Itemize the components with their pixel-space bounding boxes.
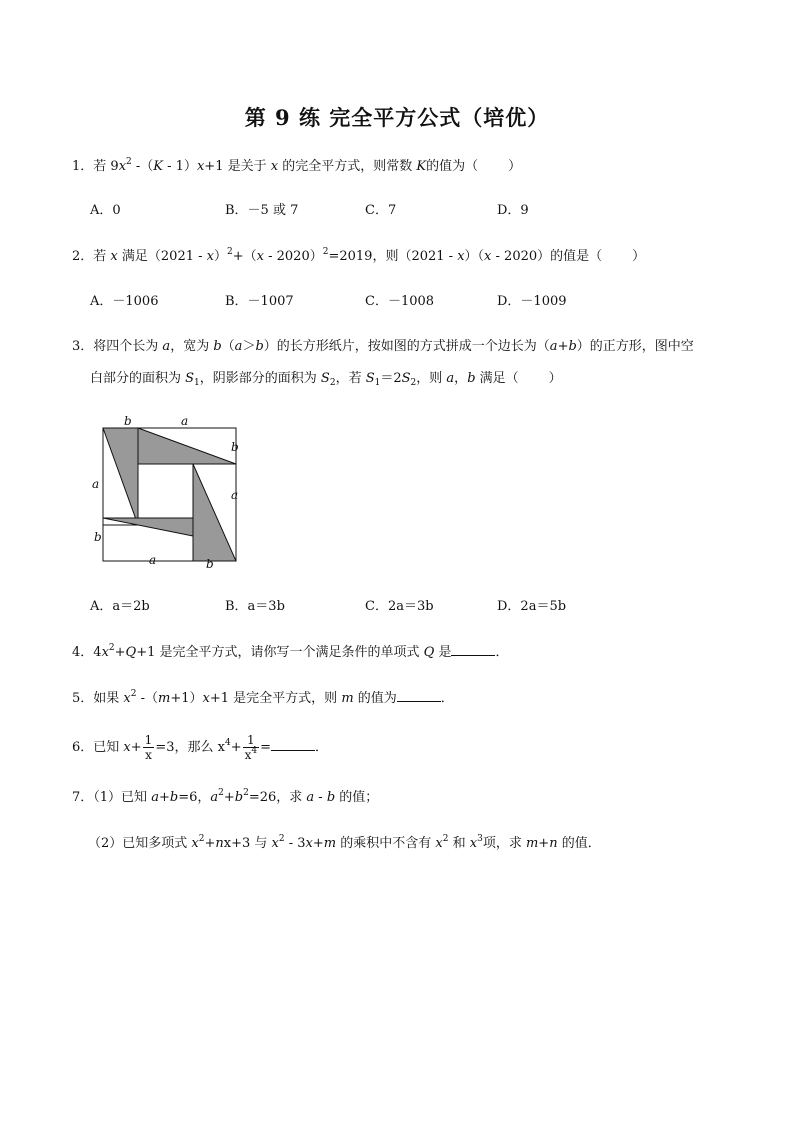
question-4: 4．$4x^2+Q+1$ 是完全平方式，请你写一个满足条件的单项式 Q 是 ． [72, 643, 509, 660]
question-3-line-2: 白部分的面积为 $S_1$，阴影部分的面积为 $S_2$，若 $S_1=2S_2$，则 a，b 满足（ ） [90, 371, 562, 388]
answer-blank[interactable] [397, 689, 441, 702]
shaded-triangle-left [103, 428, 138, 525]
fraction: $\frac{1}{x^4}$ [244, 733, 258, 762]
label-a-left: a [92, 477, 100, 491]
shaded-triangle-right [193, 464, 239, 561]
label-b-left: b [94, 530, 102, 544]
question-3-line-1: 3．将四个长为 a，宽为 b（a＞b）的长方形纸片，按如图的方式拼成一个边长为（a+b）的正方形，图中空 [72, 339, 694, 354]
q1-option-c: C．7 [365, 203, 397, 218]
q2-option-a: A．－1006 [90, 294, 159, 309]
question-2: 2．若 x 满足（2021 - x）$^2$+（x - 2020）$^2$=2019，则（2021 - x）（x - 2020）的值是（ ） [72, 247, 646, 264]
q1-option-d: D．9 [497, 203, 529, 218]
question-5: 5．如果 $x^2$ -（m+1）x+1 是完全平方式，则 m 的值为 ． [72, 689, 454, 706]
q2-option-c: C．－1008 [365, 294, 435, 309]
label-b-top: b [124, 414, 132, 428]
q3-option-a: A．a＝2b [90, 599, 150, 614]
question-7-part-2: （2）已知多项式 $x^2+nx+3$ 与 $x^2 - 3x+m$ 的乘积中不含有 $x^2$ 和 $x^3$项，求 m+n 的值． [88, 834, 601, 851]
page-title: 第 9 练 完全平方公式（培优） [244, 105, 550, 130]
shaded-triangle-bottom [103, 518, 193, 536]
label-b-bottom: b [206, 557, 214, 571]
fraction: $\frac{1}{x}$ [144, 733, 153, 762]
label-a-top: a [181, 414, 189, 428]
question-1: 1．若 $9x^2$ -（K - 1）x+1 是关于 x 的完全平方式，则常数 K的值为（ ） [72, 157, 522, 174]
question-6: 6．已知 x+ $\frac{1}{x}$ =3，那么 $x^4+$ $\frac{1}{x^4}$ = ． [72, 733, 329, 762]
q1-option-b: B．－5 或 7 [225, 203, 299, 218]
label-a-bottom: a [149, 553, 157, 567]
label-b-right: b [231, 440, 239, 454]
q3-option-b: B．a＝3b [225, 599, 285, 614]
question-7-part-1: 7．（1）已知 a+b=6，$a^2+b^2=26$，求 a - b 的值； [72, 788, 379, 805]
shaded-triangle-top [138, 428, 236, 464]
q1-option-a: A．0 [90, 203, 121, 218]
answer-blank[interactable] [271, 738, 315, 751]
q3-option-d: D．2a＝5b [497, 599, 567, 614]
q2-option-b: B．－1007 [225, 294, 294, 309]
square-figure [86, 412, 256, 574]
answer-blank[interactable] [451, 643, 495, 656]
label-a-right: a [231, 488, 239, 502]
q2-option-d: D．－1009 [497, 294, 567, 309]
q3-option-c: C．2a＝3b [365, 599, 434, 614]
